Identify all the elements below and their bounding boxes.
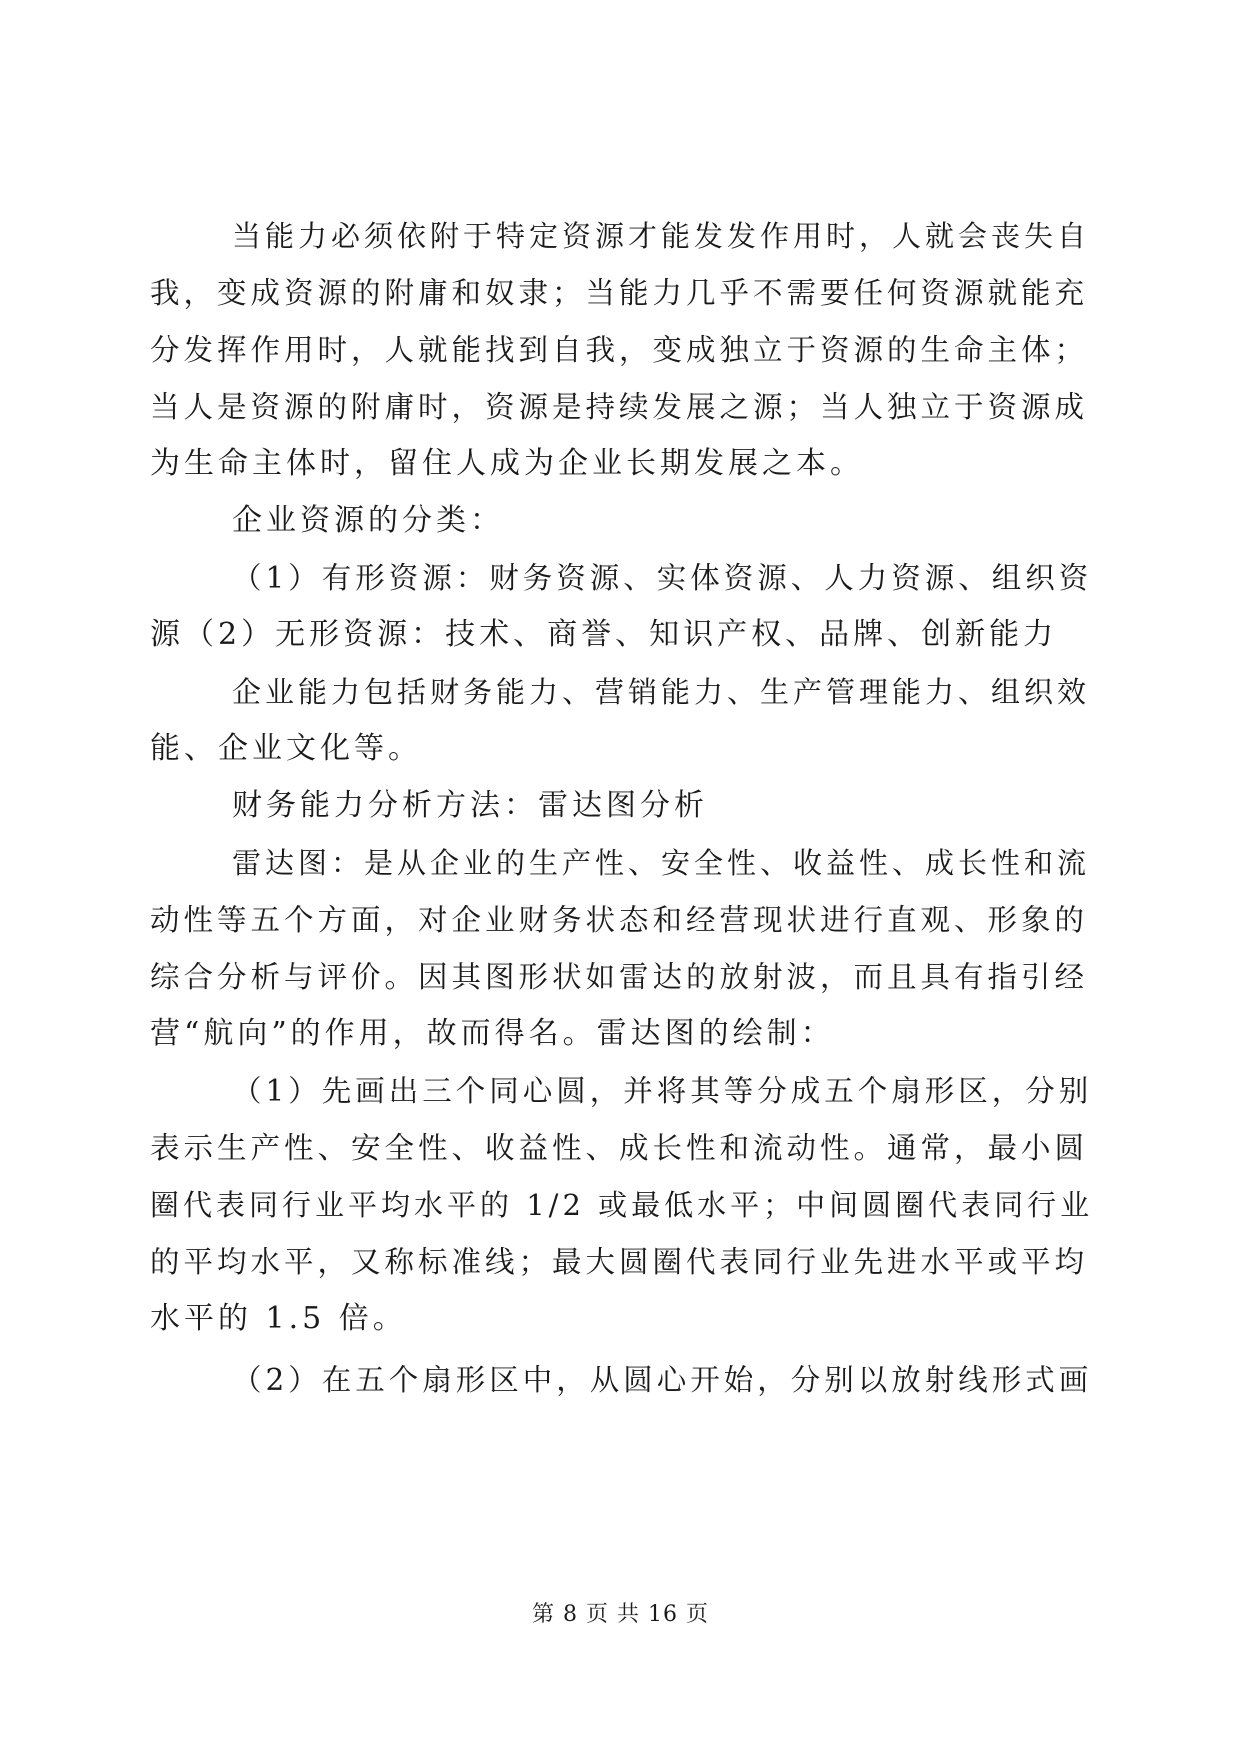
paragraph-line: 动性等五个方面，对企业财务状态和经营现状进行直观、形象的 xyxy=(150,903,1089,937)
list-line: （1）有形资源：财务资源、实体资源、人力资源、组织资 xyxy=(232,561,1093,595)
list-line: 源（2）无形资源：技术、商誉、知识产权、品牌、创新能力 xyxy=(150,617,1058,652)
paragraph-line: （1）先画出三个同心圆，并将其等分成五个扇形区，分别 xyxy=(232,1074,1093,1108)
section-heading: 企业资源的分类： xyxy=(232,503,504,538)
paragraph-line: （2）在五个扇形区中，从圆心开始，分别以放射线形式画 xyxy=(232,1363,1093,1397)
paragraph-line: 企业能力包括财务能力、营销能力、生产管理能力、组织效 xyxy=(232,675,1091,709)
paragraph-line: 圈代表同行业平均水平的 1/2 或最低水平；中间圆圈代表同行业 xyxy=(150,1188,1094,1222)
paragraph-line: 当能力必须依附于特定资源才能发发作用时，人就会丧失自 xyxy=(232,219,1091,253)
paragraph-line: 雷达图：是从企业的生产性、安全性、收益性、成长性和流 xyxy=(232,846,1091,880)
paragraph-line: 的平均水平，又称标准线；最大圆圈代表同行业先进水平或平均 xyxy=(150,1245,1089,1279)
paragraph-line: 分发挥作用时，人就能找到自我，变成独立于资源的生命主体； xyxy=(150,333,1089,367)
paragraph-line: 为生命主体时，留住人成为企业长期发展之本。 xyxy=(150,446,864,481)
page-footer: 第 8 页 共 16 页 xyxy=(532,1602,709,1627)
paragraph-line: 当人是资源的附庸时，资源是持续发展之源；当人独立于资源成 xyxy=(150,390,1089,424)
section-heading: 财务能力分析方法：雷达图分析 xyxy=(232,788,708,823)
paragraph-line: 能、企业文化等。 xyxy=(150,731,422,766)
paragraph-line: 表示生产性、安全性、收益性、成长性和流动性。通常，最小圆 xyxy=(150,1131,1089,1165)
paragraph-line: 水平的 1.5 倍。 xyxy=(150,1301,407,1336)
paragraph-line: 我，变成资源的附庸和奴隶；当能力几乎不需要任何资源就能充 xyxy=(150,276,1089,310)
paragraph-line: 营“航向”的作用，故而得名。雷达图的绘制： xyxy=(150,1016,835,1051)
paragraph-line: 综合分析与评价。因其图形状如雷达的放射波，而且具有指引经 xyxy=(150,960,1089,994)
